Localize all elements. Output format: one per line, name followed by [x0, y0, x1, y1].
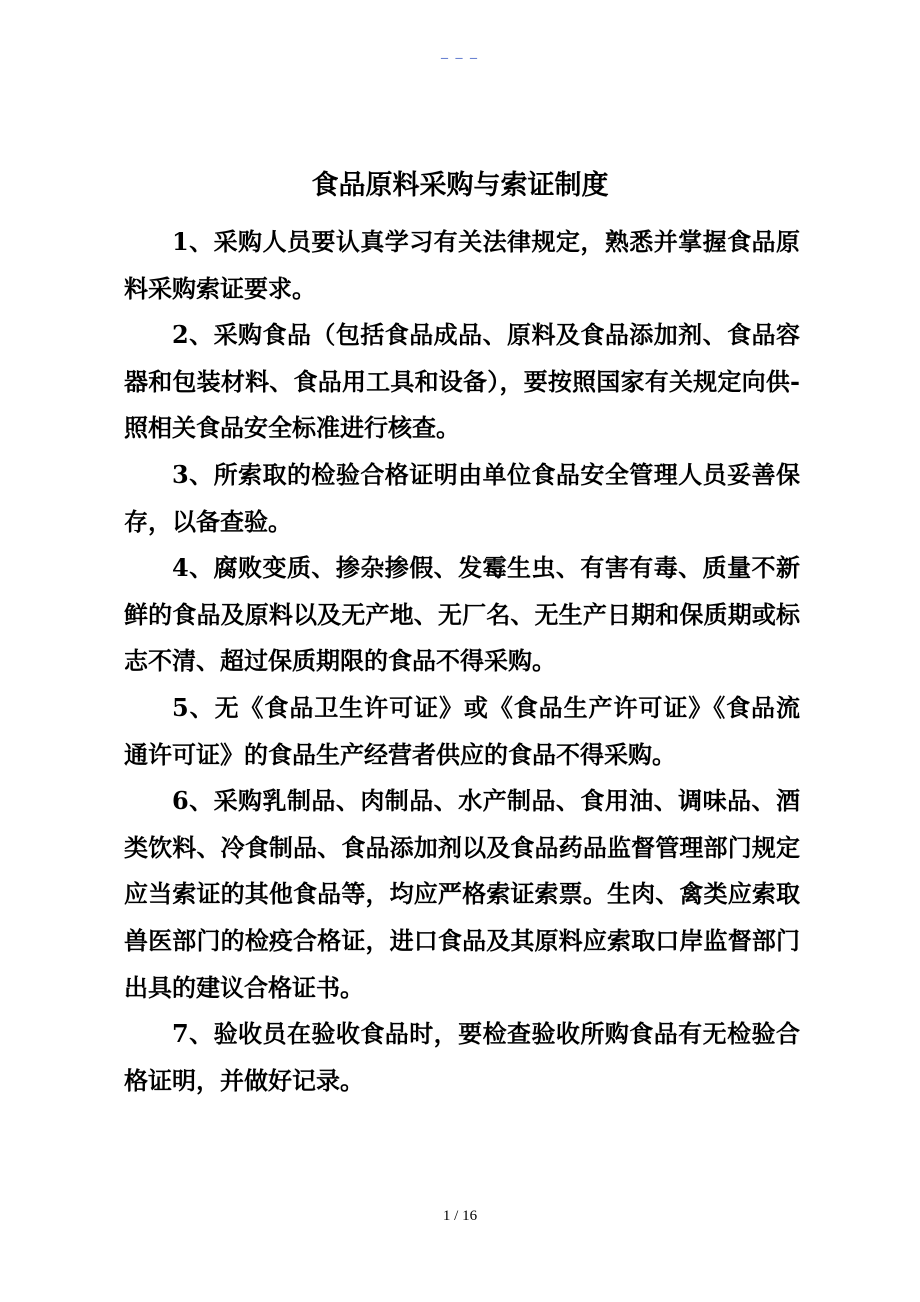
paragraph-2: 2、采购食品（包括食品成品、原料及食品添加剂、食品容器和包装材料、食品用工具和设备），要按照国家有关规定向供-照相关食品安全标准进行核查。	[124, 320, 800, 443]
paragraph-1: 1、采购人员要认真学习有关法律规定，熟悉并掌握食品原料采购索证要求。	[124, 227, 800, 303]
header-mark: _ _ _	[441, 46, 479, 61]
paragraph-3: 3、所索取的检验合格证明由单位食品安全管理人员妥善保存，以备查验。	[124, 459, 800, 536]
document-body	[124, 219, 800, 1104]
paragraph-6: 6、采购乳制品、肉制品、水产制品、食用油、调味品、酒类饮料、冷食制品、食品添加剂以及食品药品监督管理部门规定应当索证的其他食品等，均应严格索证索票。生肉、禽类应索取兽医部门的检疫合格证，进口食品及其原料应索取口岸监督部门出具的建议合格证书。	[124, 786, 800, 1002]
paragraph-7: 7、验收员在验收食品时，要检查验收所购食品有无检验合格证明，并做好记录。	[124, 1019, 800, 1095]
page-indicator: 1 / 16	[442, 1208, 478, 1224]
paragraph-5: 5、无《食品卫生许可证》或《食品生产许可证》《食品流通许可证》的食品生产经营者供应的食品不得采购。	[124, 692, 800, 769]
document-title: 食品原料采购与索证制度	[311, 170, 609, 201]
paragraph-4: 4、腐败变质、掺杂掺假、发霉生虫、有害有毒、质量不新鲜的食品及原料以及无产地、无厂名、无生产日期和保质期或标志不清、超过保质期限的食品不得采购。	[124, 553, 800, 676]
